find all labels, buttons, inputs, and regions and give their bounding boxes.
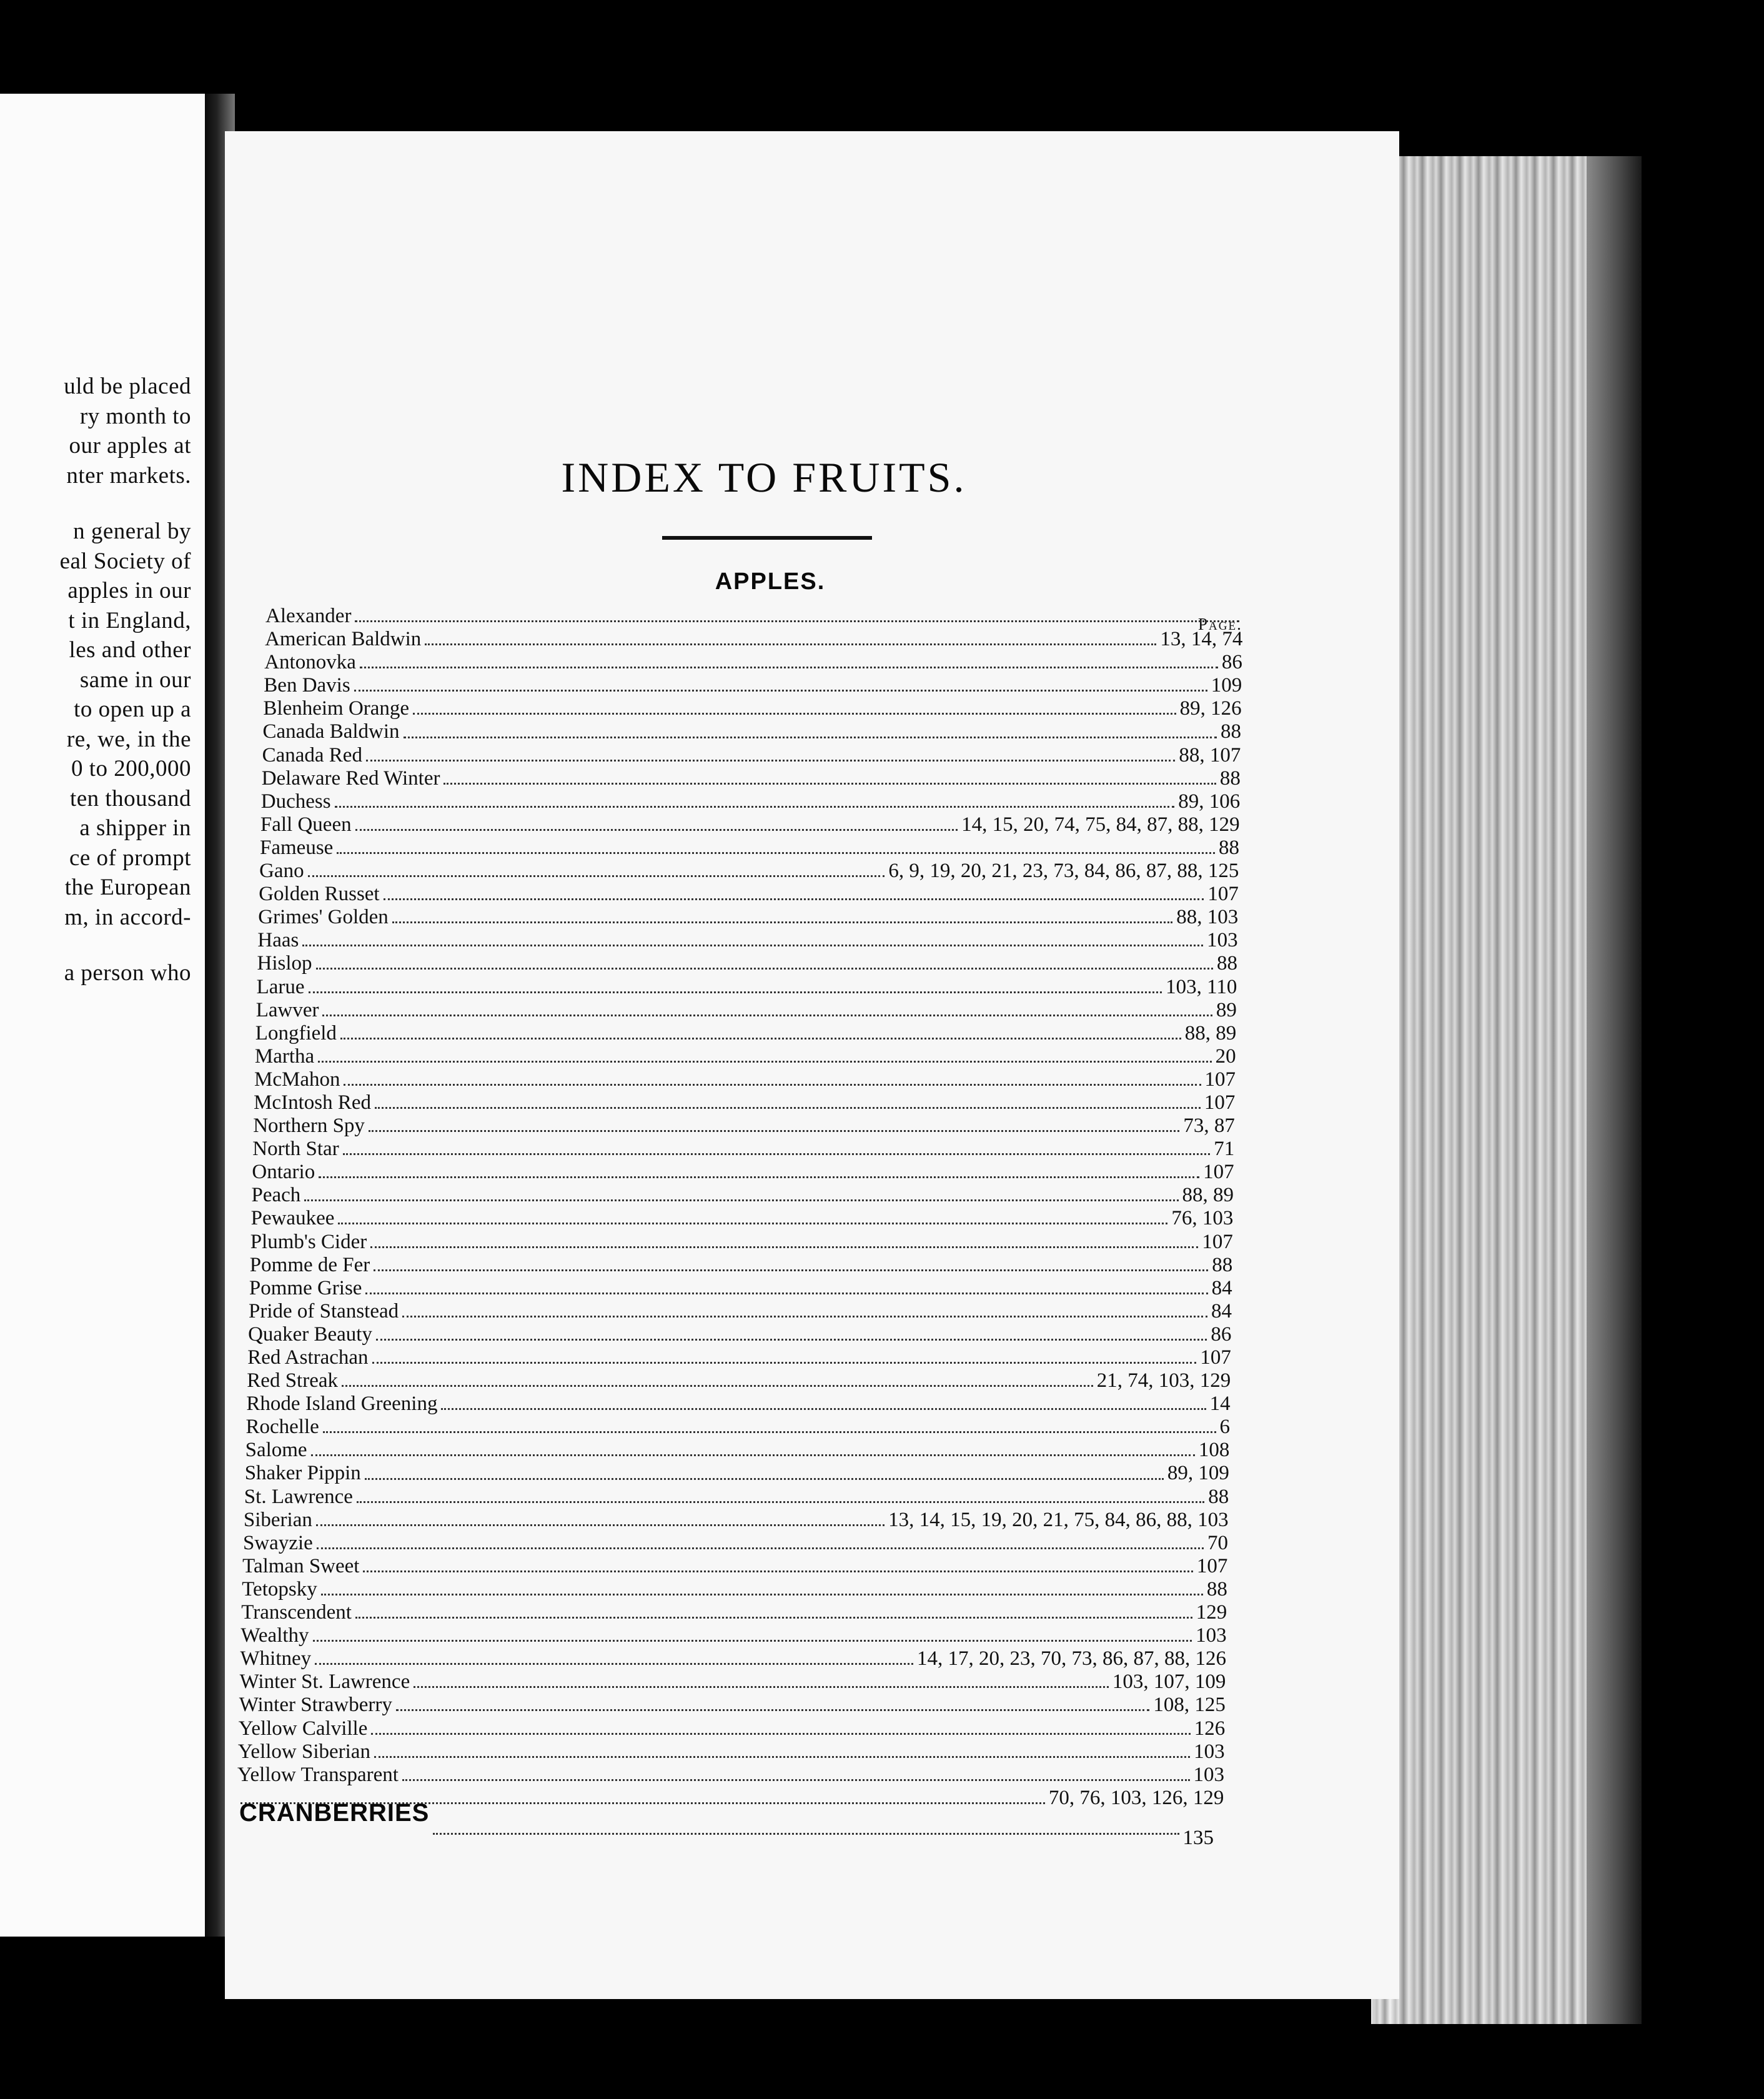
entry-name: Yellow Calville bbox=[238, 1717, 368, 1740]
index-entry bbox=[242, 1578, 1227, 1601]
entry-name: Antonovka bbox=[264, 651, 356, 674]
facing-page-line: same in our bbox=[79, 667, 191, 693]
entry-pages: 107 bbox=[1203, 1161, 1234, 1184]
index-entry bbox=[237, 1764, 1224, 1787]
index-entry bbox=[256, 999, 1237, 1022]
dot-leader bbox=[355, 1617, 1192, 1619]
entry-pages: 107 bbox=[1207, 883, 1239, 906]
index-entry bbox=[264, 674, 1242, 697]
entry-pages: 86 bbox=[1211, 1322, 1232, 1346]
index-entry bbox=[263, 720, 1242, 743]
index-entry bbox=[262, 744, 1241, 767]
dot-leader bbox=[374, 1269, 1208, 1271]
facing-page bbox=[0, 94, 205, 1937]
entry-name: Martha bbox=[254, 1045, 315, 1068]
entry-name: Ben Davis bbox=[264, 674, 350, 697]
entry-pages: 88 bbox=[1208, 1485, 1229, 1508]
dot-leader bbox=[309, 991, 1162, 993]
dot-leader bbox=[337, 852, 1215, 854]
entry-name: Northern Spy bbox=[253, 1114, 365, 1138]
facing-page-line: a person who bbox=[64, 960, 191, 986]
index-entry bbox=[252, 1161, 1234, 1184]
index-entry bbox=[244, 1509, 1229, 1532]
page-column-label: Page. bbox=[1198, 615, 1242, 633]
index-entry bbox=[259, 883, 1239, 906]
entry-name: McMahon bbox=[254, 1068, 340, 1091]
dot-leader bbox=[354, 690, 1207, 692]
index-entry bbox=[257, 952, 1238, 975]
entry-pages: 103 bbox=[1194, 1740, 1225, 1763]
entry-pages: 126 bbox=[1194, 1717, 1226, 1740]
entry-pages: 73, 87 bbox=[1183, 1114, 1235, 1138]
dot-leader bbox=[369, 1130, 1179, 1132]
dot-leader bbox=[318, 1061, 1211, 1063]
entry-name: Tetopsky bbox=[242, 1577, 317, 1600]
entry-pages: 71 bbox=[1214, 1138, 1235, 1161]
index-entry bbox=[242, 1555, 1227, 1578]
cranberries-pages: 135 bbox=[1182, 1827, 1214, 1849]
entry-name: Quaker Beauty bbox=[248, 1322, 372, 1346]
entry-name: Delaware Red Winter bbox=[261, 767, 440, 790]
index-entry bbox=[249, 1300, 1232, 1323]
dot-leader bbox=[376, 1339, 1207, 1341]
dot-leader bbox=[413, 713, 1176, 715]
index-entry bbox=[241, 1601, 1227, 1624]
book-cover-edge bbox=[1587, 156, 1642, 2024]
entry-pages: 6, 9, 19, 20, 21, 23, 73, 84, 86, 87, 88, 125 bbox=[888, 860, 1239, 883]
index-entry bbox=[252, 1184, 1234, 1207]
index-entry bbox=[263, 697, 1241, 720]
facing-page-line: 0 to 200,000 bbox=[71, 756, 191, 782]
entry-pages: 84 bbox=[1211, 1299, 1232, 1322]
facing-page-line: apples in our bbox=[67, 578, 191, 603]
dot-leader bbox=[433, 1833, 1179, 1835]
facing-page-line: m, in accord- bbox=[64, 904, 191, 930]
facing-page-line: les and other bbox=[69, 637, 191, 663]
entry-pages: 13, 14, 15, 19, 20, 21, 75, 84, 86, 88, 103 bbox=[888, 1508, 1229, 1531]
entry-pages: 70 bbox=[1207, 1531, 1228, 1554]
dot-leader bbox=[402, 1316, 1207, 1317]
dot-leader bbox=[338, 1223, 1167, 1224]
facing-page-line: re, we, in the bbox=[66, 726, 191, 752]
dot-leader bbox=[374, 1756, 1190, 1758]
index-entry bbox=[258, 906, 1238, 929]
dot-leader bbox=[425, 643, 1156, 645]
index-entry bbox=[239, 1717, 1225, 1740]
entry-pages: 88, 103 bbox=[1176, 906, 1239, 929]
dot-leader bbox=[322, 1015, 1212, 1016]
entry-name: Gano bbox=[259, 860, 304, 883]
dot-leader bbox=[311, 1454, 1195, 1456]
index-entry bbox=[254, 1068, 1236, 1091]
entry-name: Duchess bbox=[260, 790, 331, 813]
dot-leader bbox=[372, 1362, 1197, 1364]
index-entry bbox=[240, 1670, 1226, 1694]
entry-name: Yellow Transparent bbox=[237, 1763, 399, 1786]
dot-leader bbox=[316, 968, 1213, 970]
dot-leader bbox=[321, 1594, 1203, 1595]
entry-pages: 76, 103 bbox=[1171, 1207, 1234, 1230]
entry-name: Peach bbox=[251, 1184, 301, 1207]
index-entry bbox=[238, 1740, 1225, 1764]
dot-leader bbox=[365, 1478, 1164, 1480]
entry-name: Haas bbox=[257, 929, 299, 952]
dot-leader bbox=[375, 1107, 1201, 1109]
dot-leader bbox=[363, 1571, 1192, 1572]
dot-leader bbox=[355, 829, 958, 831]
entry-name: Pride of Stanstead bbox=[249, 1299, 399, 1322]
entry-pages: 107 bbox=[1200, 1346, 1231, 1369]
entry-name: Rhode Island Greening bbox=[246, 1392, 438, 1416]
entry-name: Lawver bbox=[255, 998, 319, 1021]
entry-name: Fameuse bbox=[260, 836, 334, 859]
entry-name: Red Astrachan bbox=[247, 1346, 369, 1369]
index-entry bbox=[260, 813, 1240, 836]
dot-leader bbox=[360, 667, 1218, 668]
facing-page-line: the European bbox=[64, 875, 191, 900]
apple-index-list bbox=[237, 605, 1256, 1810]
entry-name: Swayzie bbox=[243, 1531, 313, 1554]
entry-pages: 88 bbox=[1221, 720, 1241, 743]
dot-leader bbox=[404, 737, 1217, 738]
index-entry bbox=[248, 1323, 1231, 1346]
index-entry bbox=[239, 1694, 1226, 1717]
entry-name: Blenheim Orange bbox=[263, 697, 410, 720]
entry-name: Whitney bbox=[240, 1647, 312, 1670]
dot-leader bbox=[342, 1385, 1093, 1387]
dot-leader bbox=[335, 806, 1175, 808]
entry-name: Hislop bbox=[257, 952, 312, 975]
dot-leader bbox=[366, 760, 1175, 762]
entry-pages: 109 bbox=[1211, 674, 1242, 697]
index-entry bbox=[257, 976, 1237, 999]
entry-name: Canada Baldwin bbox=[262, 720, 400, 743]
dot-leader bbox=[308, 875, 885, 877]
entry-pages: 84 bbox=[1211, 1276, 1232, 1299]
section-heading-apples: APPLES. bbox=[715, 568, 826, 595]
entry-name: Winter Strawberry bbox=[239, 1694, 392, 1717]
entry-pages: 103 bbox=[1207, 929, 1238, 952]
dot-leader bbox=[319, 1176, 1199, 1178]
facing-page-line: nter markets. bbox=[66, 462, 191, 489]
facing-page-line: ten thousand bbox=[69, 785, 191, 811]
facing-page-line: to open up a bbox=[74, 697, 191, 722]
index-entry bbox=[257, 929, 1237, 952]
title-rule bbox=[662, 536, 872, 540]
index-entry bbox=[265, 628, 1242, 651]
dot-leader bbox=[316, 1524, 884, 1526]
dot-leader bbox=[313, 1640, 1192, 1642]
entry-name: Transcendent bbox=[241, 1601, 352, 1624]
dot-leader bbox=[343, 1153, 1211, 1155]
index-entry bbox=[255, 1022, 1236, 1045]
entry-pages: 107 bbox=[1204, 1068, 1236, 1091]
entry-pages: 70, 76, 103, 126, 129 bbox=[1048, 1786, 1224, 1809]
entry-pages: 88, 89 bbox=[1184, 1021, 1237, 1045]
entry-pages: 88 bbox=[1219, 767, 1241, 790]
index-entry bbox=[245, 1462, 1229, 1485]
entry-name: Talman Sweet bbox=[242, 1554, 360, 1577]
index-entry bbox=[262, 767, 1241, 790]
entry-pages: 103, 107, 109 bbox=[1112, 1670, 1226, 1694]
entry-name: Golden Russet bbox=[259, 883, 380, 906]
dot-leader bbox=[402, 1779, 1190, 1781]
entry-pages: 20 bbox=[1215, 1045, 1236, 1068]
facing-page-line: a shipper in bbox=[79, 815, 191, 841]
entry-name: Rochelle bbox=[245, 1416, 319, 1439]
index-entry bbox=[252, 1138, 1234, 1161]
index-entry bbox=[240, 1624, 1226, 1647]
entry-pages: 88, 107 bbox=[1179, 743, 1241, 767]
cranberries-label: CRANBERRIES bbox=[239, 1799, 430, 1827]
index-entry bbox=[260, 836, 1239, 860]
dot-leader bbox=[323, 1431, 1216, 1433]
entry-name: North Star bbox=[252, 1138, 339, 1161]
index-entry bbox=[247, 1346, 1231, 1369]
entry-name: Pewaukee bbox=[250, 1207, 335, 1230]
entry-name: Longfield bbox=[255, 1021, 337, 1045]
dot-leader bbox=[443, 783, 1216, 785]
entry-name: McIntosh Red bbox=[254, 1091, 371, 1114]
entry-pages: 14 bbox=[1209, 1392, 1231, 1416]
entry-name: Wealthy bbox=[240, 1624, 309, 1647]
index-entry bbox=[254, 1091, 1235, 1114]
dot-leader bbox=[396, 1709, 1149, 1711]
entry-pages: 13, 14, 74 bbox=[1160, 628, 1243, 651]
entry-pages: 88 bbox=[1212, 1253, 1233, 1276]
facing-page-line: uld be placed bbox=[64, 374, 191, 399]
dot-leader bbox=[371, 1733, 1190, 1735]
index-entry bbox=[259, 860, 1239, 883]
index-entry bbox=[243, 1532, 1228, 1555]
facing-page-line: ry month to bbox=[79, 403, 191, 429]
dot-leader bbox=[340, 1038, 1181, 1040]
index-entry bbox=[264, 651, 1242, 674]
entry-name: Winter St. Lawrence bbox=[239, 1670, 410, 1694]
entry-name: Alexander bbox=[265, 605, 352, 627]
dot-leader bbox=[384, 898, 1204, 900]
index-entry bbox=[247, 1369, 1231, 1392]
entry-pages: 89, 126 bbox=[1179, 697, 1242, 720]
entry-name: Yellow Siberian bbox=[237, 1740, 370, 1763]
facing-page-line: t in England, bbox=[68, 607, 191, 633]
dot-leader bbox=[357, 1501, 1204, 1503]
dot-leader bbox=[392, 921, 1172, 923]
index-entry bbox=[261, 790, 1240, 813]
entry-pages: 107 bbox=[1204, 1091, 1236, 1114]
dot-leader bbox=[370, 1246, 1198, 1248]
entry-name: Fall Queen bbox=[260, 813, 352, 836]
entry-name: Pomme de Fer bbox=[249, 1253, 370, 1276]
dot-leader bbox=[414, 1686, 1109, 1688]
entry-pages: 88 bbox=[1219, 836, 1239, 859]
entry-name: Siberian bbox=[243, 1508, 312, 1531]
entry-name: Shaker Pippin bbox=[244, 1462, 361, 1485]
entry-pages: 103, 110 bbox=[1166, 975, 1237, 998]
entry-pages: 88, 89 bbox=[1182, 1184, 1234, 1207]
entry-name: Ontario bbox=[252, 1161, 315, 1184]
page-title: INDEX TO FRUITS. bbox=[561, 454, 967, 501]
entry-pages: 108 bbox=[1198, 1439, 1230, 1462]
facing-page-line: eal Society of bbox=[59, 548, 191, 574]
entry-name: St. Lawrence bbox=[244, 1485, 353, 1508]
entry-pages: 129 bbox=[1196, 1601, 1227, 1624]
index-entry bbox=[265, 605, 1243, 628]
index-entry bbox=[240, 1647, 1227, 1670]
index-entry bbox=[245, 1439, 1230, 1462]
index-entry bbox=[249, 1277, 1232, 1300]
index-entry bbox=[251, 1207, 1234, 1230]
entry-name: Red Streak bbox=[247, 1369, 339, 1392]
entry-pages: 86 bbox=[1221, 651, 1242, 674]
cranberries-entry bbox=[239, 1799, 1214, 1850]
entry-name: Larue bbox=[256, 975, 305, 998]
entry-pages: 107 bbox=[1202, 1230, 1233, 1253]
entry-name: Grimes' Golden bbox=[258, 906, 389, 929]
dot-leader bbox=[344, 1084, 1201, 1086]
entry-pages: 103 bbox=[1193, 1763, 1224, 1786]
entry-pages: 103 bbox=[1196, 1624, 1227, 1647]
dot-leader bbox=[441, 1408, 1206, 1410]
entry-pages: 6 bbox=[1219, 1416, 1230, 1439]
dot-leader bbox=[365, 1293, 1207, 1294]
index-entry bbox=[246, 1416, 1231, 1439]
entry-pages: 89, 109 bbox=[1167, 1462, 1229, 1485]
dot-leader bbox=[304, 1199, 1178, 1201]
index-entry bbox=[246, 1392, 1230, 1416]
entry-name: Salome bbox=[245, 1439, 307, 1462]
entry-pages: 89, 106 bbox=[1178, 790, 1241, 813]
facing-page-line: ce of prompt bbox=[69, 845, 191, 871]
dot-leader bbox=[355, 620, 1239, 622]
index-entry bbox=[253, 1114, 1235, 1138]
entry-pages: 88 bbox=[1217, 952, 1237, 975]
facing-page-line: n general by bbox=[73, 519, 191, 544]
dot-leader bbox=[302, 945, 1203, 946]
facing-page-line: our apples at bbox=[69, 433, 191, 459]
index-entry bbox=[255, 1045, 1236, 1068]
index-entry bbox=[244, 1486, 1229, 1509]
entry-pages: 107 bbox=[1196, 1554, 1228, 1577]
entry-pages: 108, 125 bbox=[1153, 1694, 1226, 1717]
index-entry bbox=[250, 1231, 1233, 1254]
facing-page-text bbox=[0, 372, 191, 988]
entry-name: Canada Red bbox=[262, 743, 362, 767]
dot-leader bbox=[317, 1547, 1204, 1549]
entry-pages: 21, 74, 103, 129 bbox=[1096, 1369, 1231, 1392]
index-entry bbox=[250, 1254, 1232, 1277]
entry-name: Plumb's Cider bbox=[250, 1230, 367, 1253]
entry-pages: 89 bbox=[1216, 998, 1237, 1021]
entry-name: American Baldwin bbox=[265, 628, 422, 651]
entry-pages: 14, 15, 20, 74, 75, 84, 87, 88, 129 bbox=[961, 813, 1240, 836]
entry-pages: 14, 17, 20, 23, 70, 73, 86, 87, 88, 126 bbox=[917, 1647, 1226, 1670]
dot-leader bbox=[315, 1663, 913, 1665]
entry-name: Pomme Grise bbox=[249, 1276, 362, 1299]
entry-pages: 88 bbox=[1206, 1577, 1227, 1600]
